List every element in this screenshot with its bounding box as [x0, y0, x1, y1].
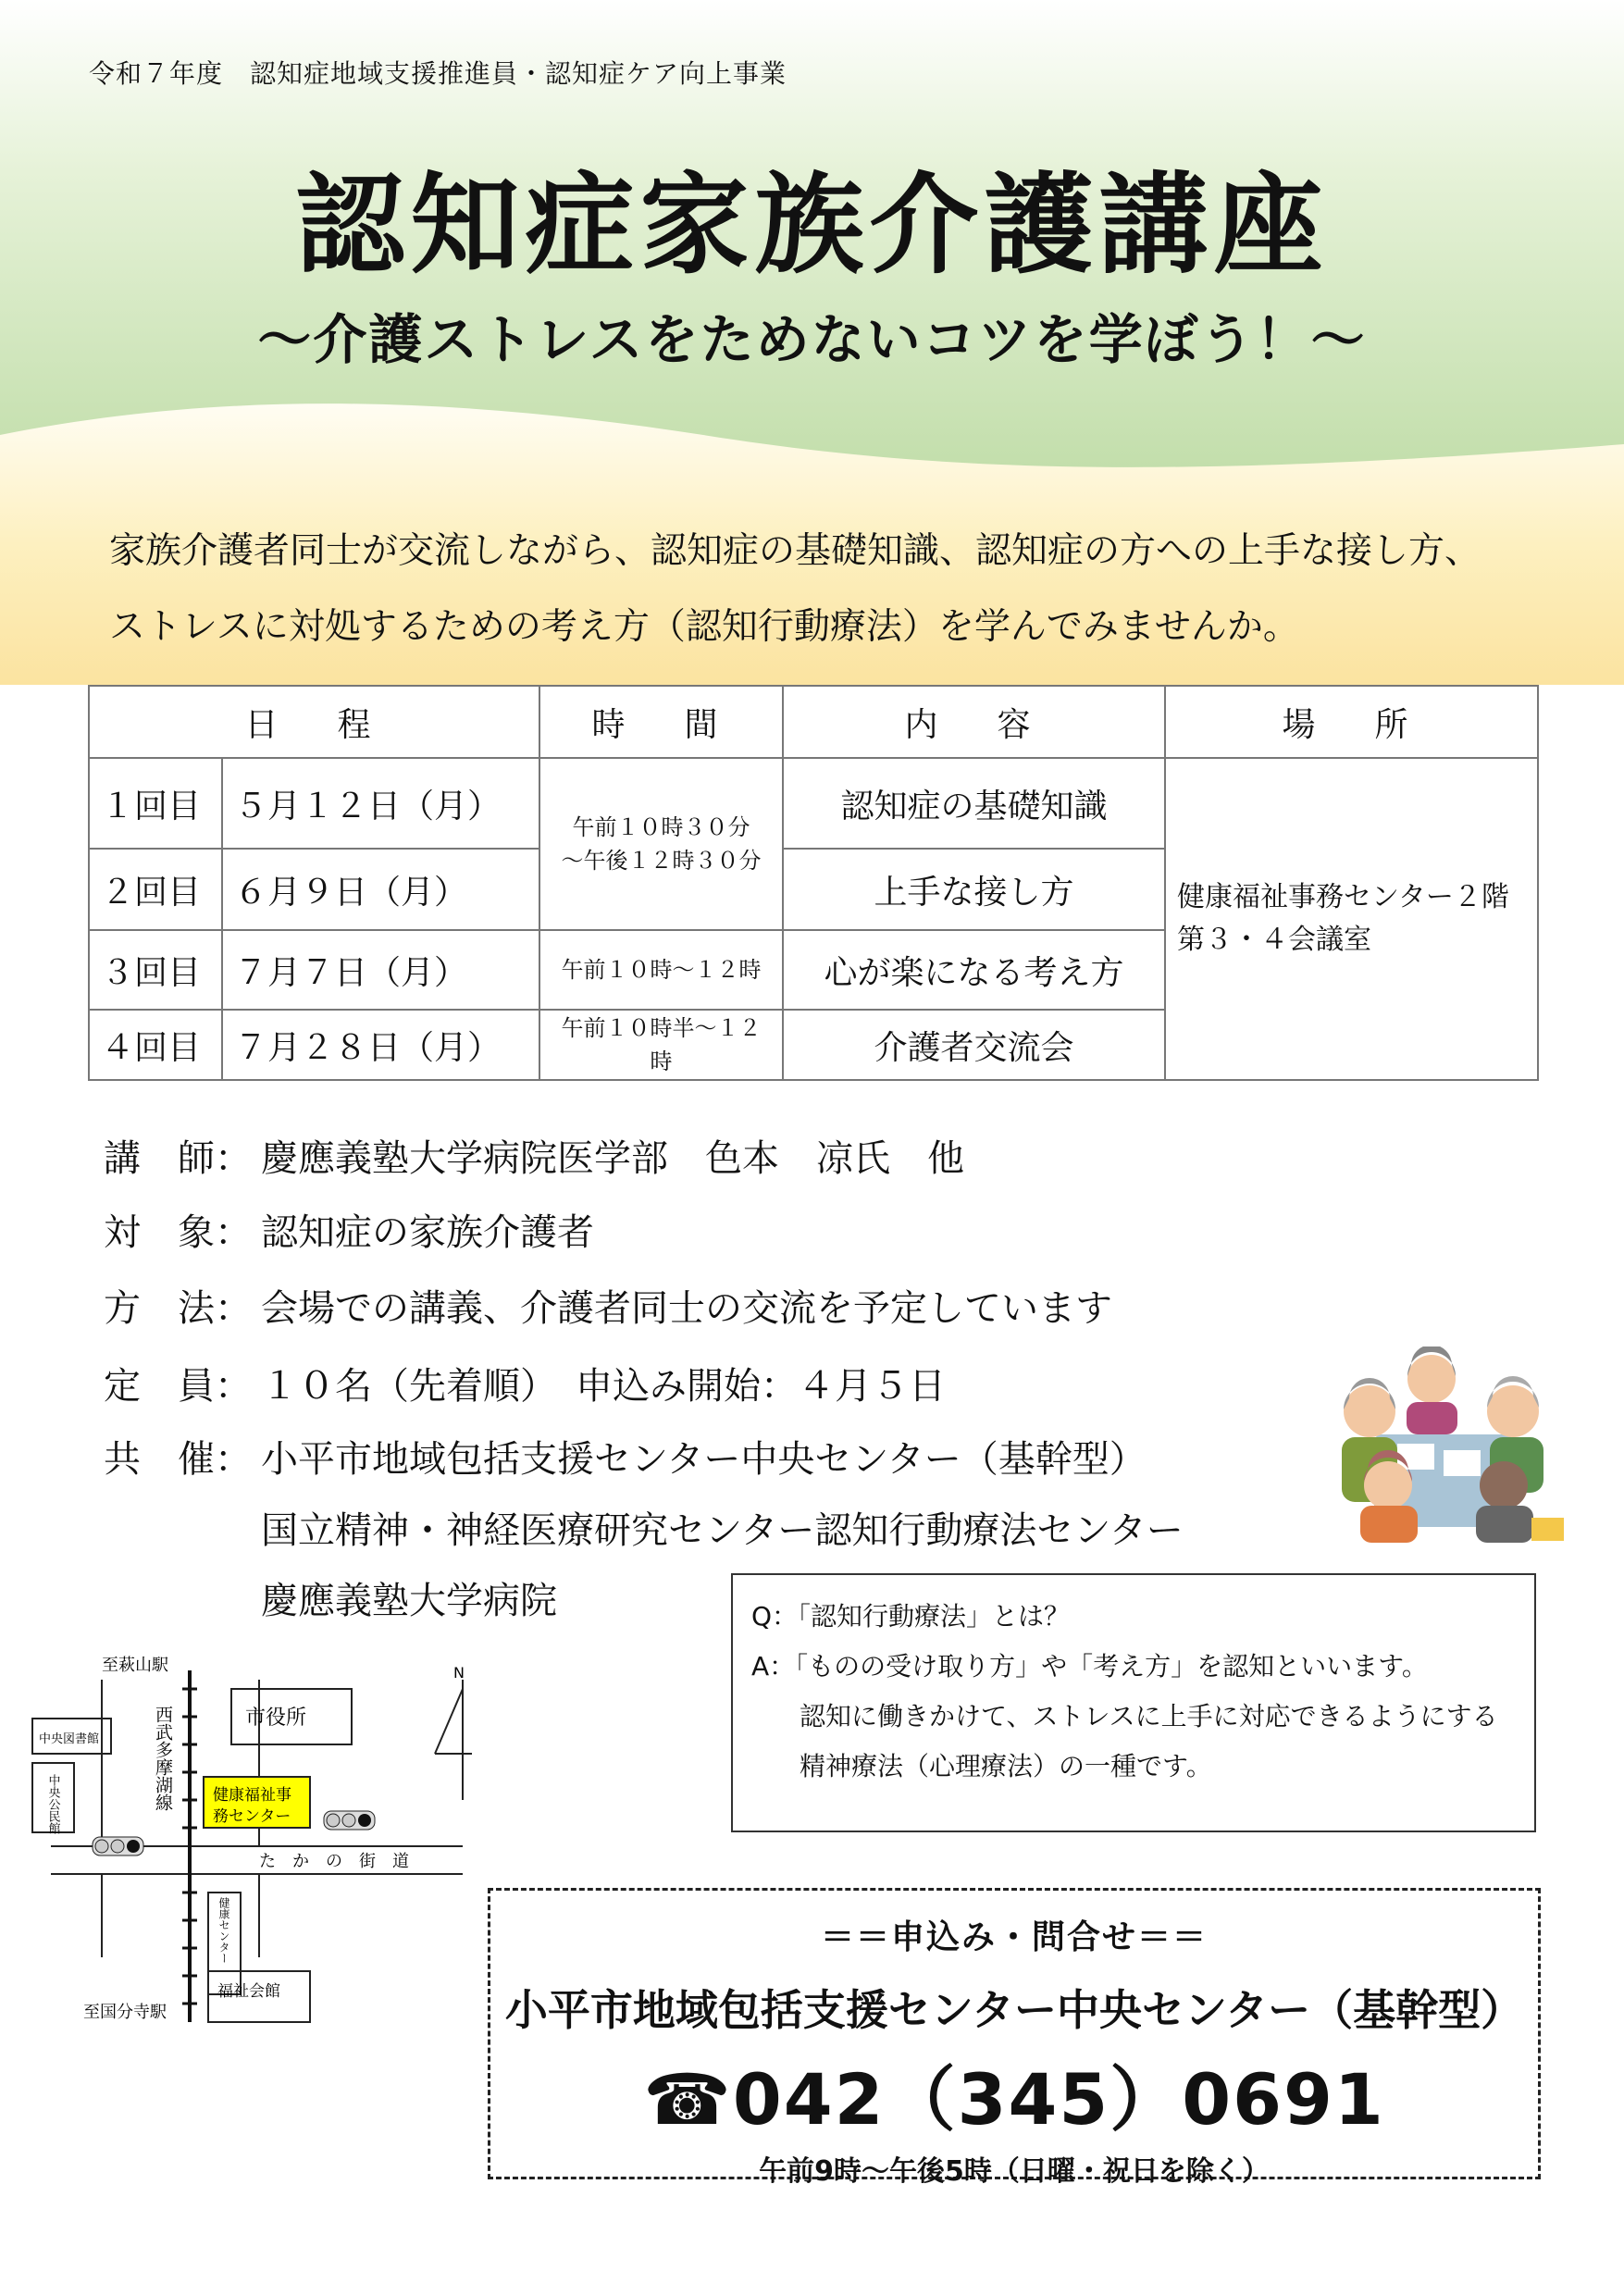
header-time: 時 間 — [539, 686, 783, 758]
session-content: 認知症の基礎知識 — [783, 758, 1165, 849]
session-date: ７月７日（月） — [222, 930, 539, 1010]
label-fukushi-kaikan: 福祉会館 — [217, 1982, 280, 2001]
header-date: 日 程 — [89, 686, 539, 758]
schedule-table — [88, 685, 1539, 1081]
session-number: ４回目 — [89, 1010, 222, 1080]
method-line — [104, 1279, 1307, 1332]
contact-phone-line — [490, 2043, 1538, 2144]
capacity-line — [104, 1357, 1307, 1409]
cohost-value-1: 小平市地域包括支援センター中央センター（基幹型） — [261, 1438, 1147, 1481]
label-health-center-1: 健康福祉事 — [213, 1786, 291, 1805]
qa-answer-1: A：「ものの受け取り方」や「考え方」を認知といいます。 — [751, 1651, 1428, 1682]
capacity-label: 定 員： — [104, 1365, 252, 1408]
contact-phone[interactable]: 042（345）0691 — [732, 2058, 1385, 2141]
target-value: 認知症の家族介護者 — [261, 1211, 594, 1254]
session-place — [1165, 758, 1538, 1080]
label-to-hagiyama: 至萩山駅 — [102, 1656, 168, 1675]
label-city-hall: 市役所 — [245, 1706, 307, 1730]
session-time — [539, 758, 783, 930]
page-subtitle: 〜介護ストレスをためないコツを学ぼう！〜 — [257, 308, 1367, 371]
session-number: ３回目 — [89, 930, 222, 1010]
lecturer-label: 講 師： — [104, 1137, 252, 1180]
page-title: 認知症家族介護講座 — [295, 161, 1329, 289]
label-to-kokubunji: 至国分寺駅 — [83, 2003, 167, 2022]
header-content: 内 容 — [783, 686, 1165, 758]
time-line-2: 〜午後１２時３０分 — [561, 848, 762, 874]
caregivers-illustration — [1319, 1347, 1568, 1545]
session-content: 心が楽になる考え方 — [783, 930, 1165, 1010]
intro-line-2: ストレスに対処するための考え方（認知行動療法）を学んでみませんか。 — [109, 606, 1299, 648]
session-time: 午前１０時〜１２時 — [539, 930, 783, 1010]
cohost-value-2: 国立精神・神経医療研究センター認知行動療法センター — [261, 1509, 1184, 1552]
label-kenko-center: 健康センター — [217, 1897, 230, 1964]
target-label: 対 象： — [104, 1211, 252, 1254]
label-health-center-2: 務センター — [213, 1807, 291, 1826]
cohost-label: 共 催： — [104, 1438, 252, 1481]
session-content: 介護者交流会 — [783, 1010, 1165, 1080]
contact-hours: 午前9時〜午後5時（日曜・祝日を除く） — [759, 2155, 1270, 2188]
place-line-1: 健康福祉事務センター２階 — [1177, 881, 1509, 913]
contact-box — [488, 1888, 1541, 2188]
capacity-value: １０名（先着順） 申込み開始：４月５日 — [261, 1365, 946, 1408]
target-line — [104, 1203, 1307, 1256]
intro-text — [109, 514, 1553, 665]
label-library: 中央図書館 — [39, 1732, 100, 1746]
table-row — [89, 758, 1538, 849]
label-railway: 西武多摩湖線 — [153, 1706, 173, 1811]
traffic-light-icon — [93, 1837, 143, 1855]
place-line-2: 第３・４会議室 — [1177, 924, 1372, 956]
contact-org: 小平市地域包括支援センター中央センター（基幹型） — [504, 1985, 1524, 2035]
qa-box — [731, 1573, 1536, 1832]
lecturer-value: 慶應義塾大学病院医学部 色本 凉氏 他 — [261, 1137, 964, 1180]
header-place: 場 所 — [1165, 686, 1538, 758]
qa-answer-3: 精神療法（心理療法）の一種です。 — [800, 1751, 1212, 1781]
program-line: 令和７年度 認知症地域支援推進員・認知症ケア向上事業 — [89, 58, 787, 89]
method-label: 方 法： — [104, 1287, 252, 1330]
session-date: ５月１２日（月） — [222, 758, 539, 849]
lecturer-line — [104, 1129, 1307, 1182]
cohost-line — [104, 1430, 1307, 1483]
session-date: ７月２８日（月） — [222, 1010, 539, 1080]
traffic-light-icon — [324, 1811, 375, 1830]
session-number: １回目 — [89, 758, 222, 849]
intro-line-1: 家族介護者同士が交流しながら、認知症の基礎知識、認知症の方への上手な接し方、 — [109, 530, 1481, 572]
method-value: 会場での講義、介護者同士の交流を予定しています — [261, 1287, 1112, 1330]
session-content: 上手な接し方 — [783, 849, 1165, 930]
north-label: N — [453, 1664, 465, 1682]
time-line-1: 午前１０時３０分 — [572, 814, 750, 840]
session-time: 午前１０時半〜１２時 — [539, 1010, 783, 1080]
access-map — [28, 1652, 472, 2041]
contact-heading: ＝＝申込み・問合せ＝＝ — [820, 1918, 1208, 1956]
session-date: ６月９日（月） — [222, 849, 539, 930]
label-kominkan: 中央公民館 — [45, 1774, 60, 1834]
qa-question: Q：「認知行動療法」とは？ — [751, 1601, 1071, 1632]
telephone-icon: ☎ — [643, 2058, 733, 2141]
session-number: ２回目 — [89, 849, 222, 930]
cohost-value-3: 慶應義塾大学病院 — [261, 1580, 557, 1622]
qa-answer-2: 認知に働きかけて、ストレスに上手に対応できるようにする — [800, 1701, 1498, 1731]
label-street: た か の 街 道 — [259, 1852, 409, 1871]
